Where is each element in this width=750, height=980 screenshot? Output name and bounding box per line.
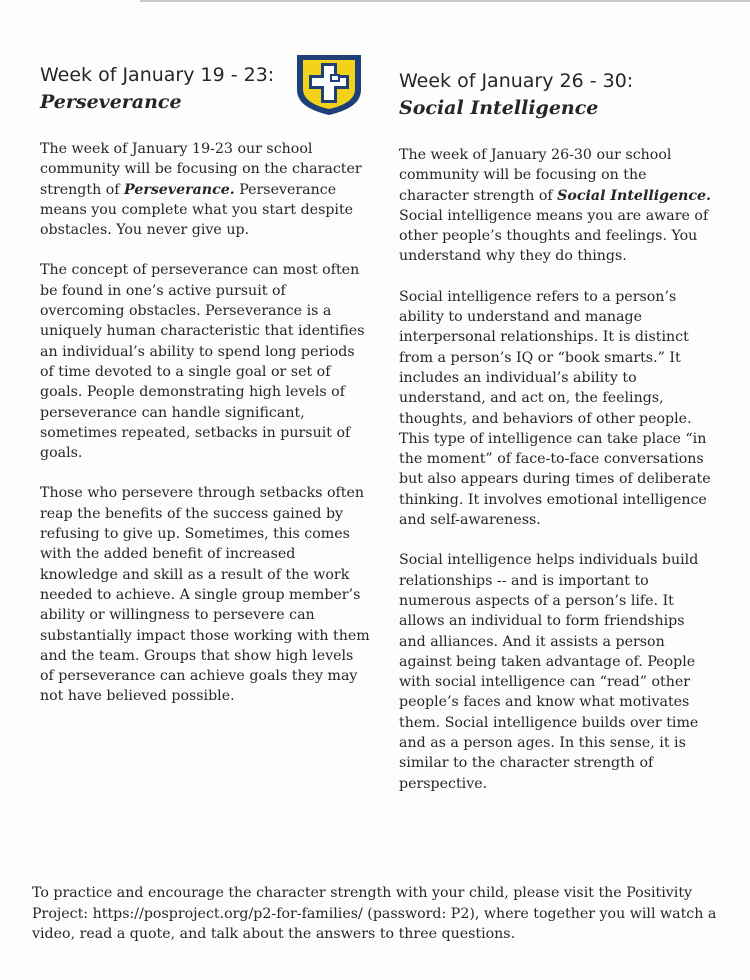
page-edge-line <box>140 0 750 2</box>
left-intro-text: The week of January 19-23 our school community will be focusing on the character strength of <box>40 141 362 198</box>
left-benefits-paragraph: Those who persevere through setbacks often reap the benefits of the success gained by refusing to give up. Sometimes, this comes with the added benefit of increased knowledge and skill as a result of the work needed to achieve. A single group member’s ability or willingness to persevere can substantially impact those working with them and the team. Groups that show high levels of perseverance can achieve goals they may not have believed possible. <box>40 485 370 705</box>
right-intro-text: The week of January 26-30 our school community will be focusing on the character strength of <box>399 147 672 204</box>
footer-note: To practice and encourage the character strength with your child, please visit the Positivity Project: https://posproject.org/p2-for-families/ (password: P2), where together you will watch a video, read a quote, and talk about the answers to three questions. <box>32 885 717 942</box>
right-strength-title: Social Intelligence <box>399 97 599 119</box>
left-strength-title: Perseverance <box>40 91 182 113</box>
right-definition-paragraph: Social intelligence refers to a person’s ability to understand and manage interpersonal relationships. It is distinct from a person’s IQ or “book smarts.” It includes an individual’s ability to understand, and act on, the feelings, thoughts, and behaviors of other people. This type of intelligence can take place “in the moment” of face-to-face conversations but also appears during times of deliberate thinking. It involves emotional intelligence and self-awareness. <box>399 288 711 529</box>
left-week-heading: Week of January 19 - 23: <box>40 64 275 86</box>
right-intro-paragraph <box>399 145 711 267</box>
social-intelligence-section <box>399 68 711 794</box>
left-strength-emphasis: Perseverance. <box>124 181 235 198</box>
right-intro-text-end: Social intelligence means you are aware of other people’s thoughts and feelings. You understand why they do things. <box>399 207 709 265</box>
left-intro-text-end: Perseverance means you complete what you start despite obstacles. You never give up. <box>40 181 354 239</box>
left-intro-paragraph <box>40 139 370 240</box>
right-week-heading: Week of January 26 - 30: <box>399 70 634 92</box>
right-benefits-paragraph: Social intelligence helps individuals build relationships -- and is important to numerous aspects of a person’s life. It allows an individual to form friendships and alliances. And it assists a person against being taken advantage of. People with social intelligence can “read” other people’s faces and know what motivates them. Social intelligence builds over time and as a person ages. In this sense, it is similar to the character strength of perspective. <box>399 552 699 792</box>
perseverance-section <box>40 62 370 707</box>
right-strength-emphasis: Social Intelligence. <box>557 187 711 204</box>
left-concept-paragraph: The concept of perseverance can most often be found in one’s active pursuit of overcoming obstacles. Perseverance is a uniquely human characteristic that identifies an individual’s ability to spend long periods of time devoted to a single goal or set of goals. People demonstrating high levels of perseverance can handle significant, sometimes repeated, setbacks in pursuit of goals. <box>40 262 365 462</box>
